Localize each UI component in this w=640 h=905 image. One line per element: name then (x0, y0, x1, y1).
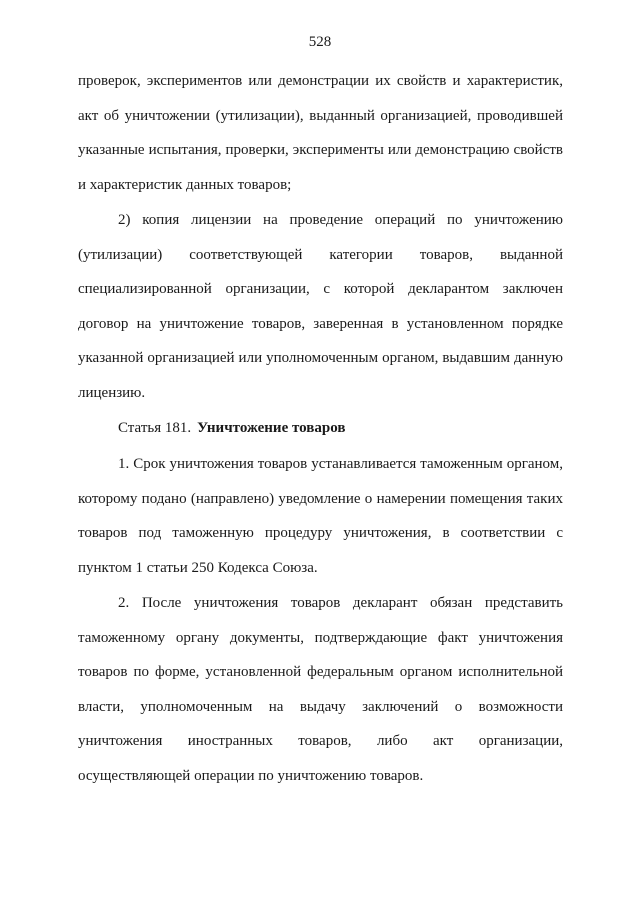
text-line: пунктом 1 статьи 250 Кодекса Союза. (78, 559, 318, 576)
paragraph-continuation (78, 64, 563, 202)
text-line: уничтожения иностранных товаров, либо акт организации, (78, 733, 563, 750)
paragraph-license-copy (78, 203, 563, 411)
paragraph-item-2 (78, 586, 563, 794)
text-line: которому подано (направлено) уведомление о намерении помещения таких (78, 490, 563, 507)
text-line: 2. После уничтожения товаров декларант обязан представить (118, 595, 563, 611)
article-heading-line (78, 411, 563, 446)
text-line: и характеристик данных товаров; (78, 176, 292, 193)
text-line: 1. Срок уничтожения товаров устанавливается таможенным органом, (118, 456, 563, 472)
text-line: акт об уничтожении (утилизации), выданный организацией, проводившей (78, 107, 563, 124)
text-line: проверок, экспериментов или демонстрации их свойств и характеристик, (78, 73, 563, 89)
text-line: лицензию. (78, 384, 146, 401)
page-number: 528 (308, 34, 332, 50)
text-line: 2) копия лицензии на проведение операций по уничтожению (118, 212, 563, 228)
paragraph-item-1 (78, 447, 563, 585)
text-line: товаров по форме, установленной федеральным органом исполнительной (78, 664, 563, 681)
text-line: указанной организацией или уполномоченным органом, выдавшим данную (78, 350, 563, 367)
text-line: специализированной организации, с которой декларантом заключен (78, 281, 563, 298)
text-line: власти, уполномоченным на выдачу заключений о возможности (78, 698, 563, 715)
text-line: таможенному органу документы, подтверждающие факт уничтожения (78, 629, 563, 646)
article-title: Уничтожение товаров (197, 420, 346, 436)
text-line: указанные испытания, проверки, эксперименты или демонстрацию свойств (78, 142, 563, 159)
text-line: (утилизации) соответствующей категории товаров, выданной (78, 246, 563, 263)
text-line: договор на уничтожение товаров, заверенная в установленном порядке (78, 315, 563, 332)
text-line: осуществляющей операции по уничтожению товаров. (78, 767, 424, 784)
article-heading (78, 411, 563, 446)
text-line: товаров под таможенную процедуру уничтожения, в соответствии с (78, 525, 563, 542)
article-number: Статья 181. (118, 420, 192, 436)
